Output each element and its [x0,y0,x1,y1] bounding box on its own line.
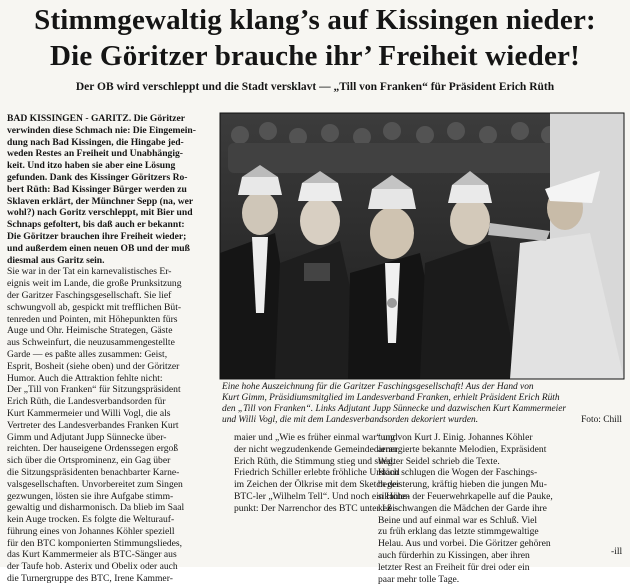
body-line: sikanten der Feuerwehrkapelle auf die Pauke, [378,490,553,502]
body-line: tenreden und Pointen, mit Höhepunkten fürs [7,313,178,325]
lead-line: wohl?) nach Goritz verschleppt, mit Bier und [7,207,193,219]
body-line: Auge und Ohr. Heimische Strategen, Gäste [7,325,173,337]
article-photo [220,113,624,379]
author-signature: -ill [611,546,623,557]
body-line: BTC-ler „Wilhelm Tell“. Und noch ein Höhe- [234,490,410,502]
body-line: Kurt Kammermeier und Willi Vogl, die als [7,407,171,419]
caption-line-last [222,415,622,426]
body-line: Gimm und Adjutant Jupp Sünnecke über- [7,431,167,443]
body-line: zu früh erklang das letzte stimmgewaltige [378,526,539,538]
caption-line: den „Till von Franken“. Links Adjutant Jupp Sünnecke und dazwischen Kurt Kammermeier [222,404,567,414]
body-line: eignis weit im Lande, die große Prunksitzung [7,278,182,290]
lead-line: und außerdem einen neuen OB und der muß [7,242,190,254]
body-line: auch fürderhin zu Kissingen, aber ihren [378,549,530,561]
body-line: paar mehr tolle Tage. [378,573,460,585]
lead-line: weden Restes an Freiheit und Unabhängig- [7,148,183,160]
article-column-3 [378,432,622,585]
body-line: das Kurt Kammermeier als BTC-Sänger aus [7,549,177,561]
body-line: der Taufe hob. Asterix und Obelix oder auch [7,561,178,573]
article-column-2 [234,432,410,515]
body-line: für den BTC komponierten Stimmungsliedes, [7,537,183,549]
body-line: führung eines von Johannes Köhler speziell [7,525,175,537]
body-line: punkt: Der Narrenchor des BTC unter Lei- [234,502,399,514]
lead-line: dung nach Bad Kissingen, die Hingabe jed- [7,136,184,148]
photo-credit: Foto: Chill [581,415,622,425]
body-line: im Zeichen der Ölkrise mit dem Sketch der [234,479,400,491]
lead-line: gefunden. Dank des Kissinger Göritzers Ro- [7,171,188,183]
photo-caption [222,382,622,426]
lead-first-line [7,113,215,125]
subheadline: Der OB wird verschleppt und die Stadt versklavt — „Till von Franken“ für Präsident Erich Rüth [75,81,555,93]
body-line: schwungvoll ab, gespickt mit trefflichen Büt- [7,301,182,313]
lead-line: keit. Und itzo haben sie aber eine Lösung [7,160,176,172]
body-line: begeisterung, kräftig hieben die jungen Mu- [378,479,547,491]
body-line: sich über die Ortsprominenz, ein Gag über [7,455,171,467]
body-line: tung von Kurt J. Einig. Johannes Köhler [378,432,533,443]
body-line: Hoch schlugen die Wogen der Faschings- [378,467,538,479]
article-column-1 [7,113,215,585]
lead-line: verwinden diese Schmach nie: Die Eingemein- [7,124,196,136]
body-line: die Sitzungspräsidenten benachbarter Karne- [7,466,180,478]
body-line: maier und „Wie es früher einmal war“ und [234,432,398,443]
body-line: Erich Rüth, die Stimmung stieg und stieg. [234,455,395,467]
body-line: Beine und auf einmal war es Schluß. Viel [378,514,538,526]
body-line: Erich Rüth, die Landesverbandsorden für [7,396,166,408]
body-line: gewaltig und disharmonisch. Da blieb im Saal [7,502,185,514]
body-line: der Garitzer Faschingsgesellschaft. Sie lief [7,289,172,301]
lead-line: Sklaven erklärt, der Münchner Sepp (na, wer [7,195,194,207]
lead-first-suffix: Die Göritzer [133,113,186,124]
body-line: Esprit, Bosheit (siehe oben) und der Göritzer [7,360,180,372]
photo-illustration [220,113,624,379]
body-line: gezwungen, lösten sie ihre Aufgabe stimm- [7,490,174,502]
body-line: Garde — es paßte alles zusammen: Geist, [7,348,168,360]
caption-text: und Willi Vogl, die mit dem Landesverbandsorden dekoriert wurden. [222,415,479,425]
lead-line: Die Göritzer brauchen ihre Freiheit wieder; [7,230,187,242]
caption-line: Eine hohe Auszeichnung für die Garitzer Faschingsgesellschaft! Aus der Hand von [222,382,534,392]
body-line: Friedrich Schiller erlebte fröhliche Urständ [234,467,400,479]
body-line: Vertreter des Landesverbandes Franken Kurt [7,419,179,431]
body-line: der nicht wegzudenkende Gemeindediener [234,443,398,455]
body-line: Helau. Aus und vorbei. Die Göritzer gehören [378,538,551,550]
lead-line: diesmal aus Garitz sein. [7,254,105,266]
lead-line: bert Rüth: Bad Kissinger Bürger werden zu [7,183,187,195]
body-line: arrangierte bekannte Melodien, Expräsident [378,443,547,455]
body-line: Walter Seidel schrieb die Texte. [378,455,500,467]
dateline: BAD KISSINGEN - GARITZ. [7,113,132,124]
body-line: Sie war in der Tat ein karnevalistisches Er- [7,266,172,278]
body-line: kein Auge trocken. Es folgte die Welturauf- [7,514,175,526]
body-line: valsgesellschaften. Unvorbereitet zum Singen [7,478,183,490]
body-paragraph [7,266,215,585]
caption-line: Kurt Gimm, Präsidiumsmitglied im Landesverband Franken, erhielt Präsident Erich Rüth [222,393,560,403]
lead-paragraph [7,125,215,267]
body-line: die Turnergruppe des BTC, Irene Kammer- [7,573,173,585]
body-line: keß schwangen die Mädchen der Garde ihre [378,502,547,514]
body-line: Der „Till von Franken“ für Sitzungspräsident [7,384,181,396]
headline-line-1: Stimmgewaltig klang’s auf Kissingen nieder: [34,4,596,36]
headline-line-2: Die Göritzer brauche ihr’ Freiheit wieder! [50,40,580,72]
body-line: reichten. Der hauseigene Ordenssegen ergoß [7,443,179,455]
lead-line: Schnaps gefoltert, bis daß auch er bekannt: [7,219,185,231]
body-line: Humor. Auch die Attraktion fehlte nicht: [7,372,163,384]
body-line: aus Schweinfurt, die neuzusammengestellte [7,337,175,349]
body-line: letzter Rest an Freiheit für drei oder ein [378,561,530,573]
